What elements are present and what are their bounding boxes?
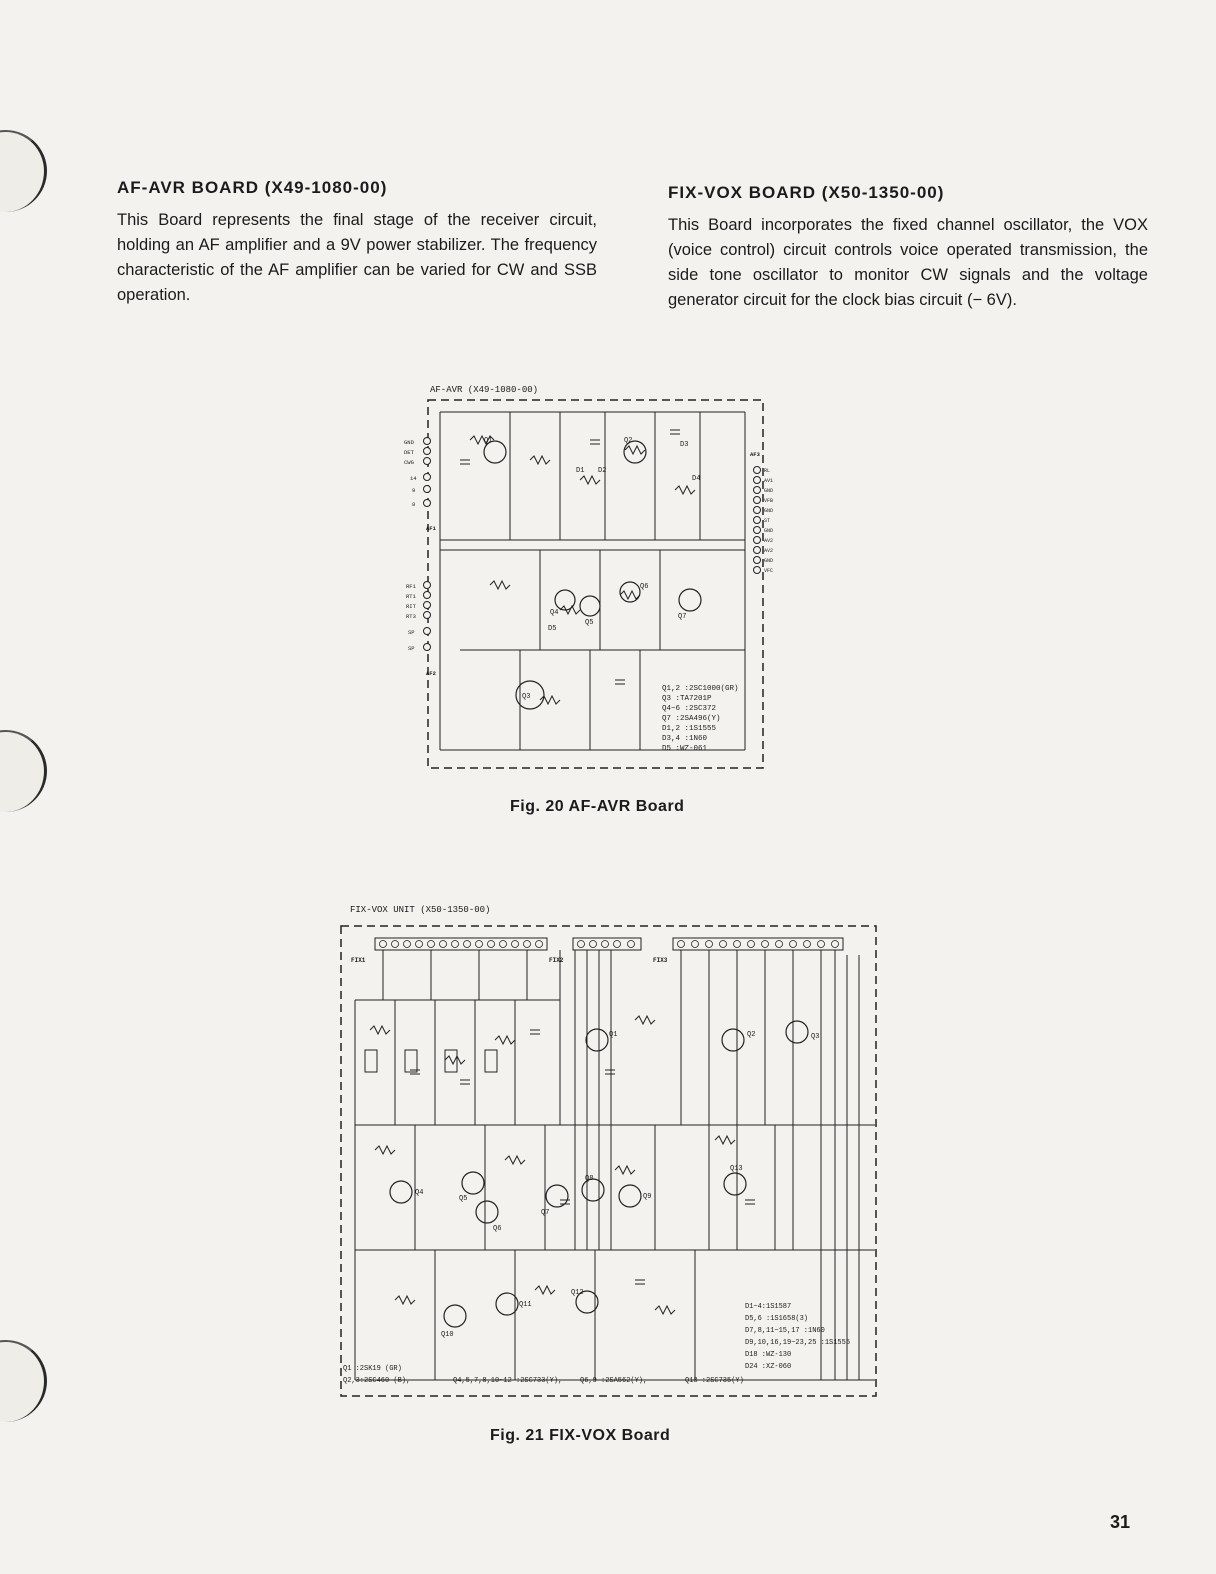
af-parts-4: Q7 :2SA496(Y) xyxy=(662,715,721,723)
af-d2-label: D2 xyxy=(598,467,607,475)
fv-q4-label: Q4 xyxy=(415,1189,424,1197)
af-pin-sp1: SP xyxy=(408,629,415,636)
af-pin-8: 8 xyxy=(412,501,416,508)
fv-q11-label: Q11 xyxy=(519,1301,532,1309)
fv-q2-label: Q2 xyxy=(747,1031,756,1039)
af-q5-label: Q5 xyxy=(585,619,594,627)
af-pin-gnd-r1: GND xyxy=(764,488,774,494)
fix-vox-section xyxy=(668,183,1148,313)
af-parts-7: D5 :WZ-061 xyxy=(662,745,708,753)
fv-bottom-3: Q4,5,7,8,10~12 :2SC733(Y), xyxy=(453,1377,563,1385)
af-pin-14: 14 xyxy=(410,475,417,482)
af-q1-label: Q1 xyxy=(484,437,493,445)
fv-q8-label: Q8 xyxy=(585,1175,594,1183)
af-pin-gnd: GND xyxy=(404,439,414,446)
fv-bottom-5: Q13 :2SC735(Y) xyxy=(685,1377,744,1385)
fv-parts-6: D24 :XZ-060 xyxy=(745,1363,792,1371)
af-parts-2: Q3 :TA7201P xyxy=(662,695,712,703)
af-pin-st: ST xyxy=(764,518,771,524)
af-pin-rf1: RF1 xyxy=(406,583,416,590)
punch-hole xyxy=(0,1340,47,1422)
fv-q3-label: Q3 xyxy=(811,1033,820,1041)
fix3-label: FIX3 xyxy=(653,957,668,964)
af-avr-title: AF-AVR (X49-1080-00) xyxy=(430,385,539,395)
af-pin-rl: RL xyxy=(764,468,771,474)
fv-parts-2: D5,6 :1S1658(3) xyxy=(745,1315,809,1323)
af-q7-label: Q7 xyxy=(678,613,687,621)
fv-q9-label: Q9 xyxy=(643,1193,652,1201)
af-parts-5: D1,2 :1S1555 xyxy=(662,725,717,733)
fv-parts-5: D18 :WZ-130 xyxy=(745,1351,792,1359)
af-pin-rt3: RT3 xyxy=(406,613,416,620)
fv-q13-label: Q13 xyxy=(730,1165,743,1173)
af-pin-cwg: CWG xyxy=(404,459,414,466)
fv-bottom-2: Q2,3:2SC460 (B), xyxy=(343,1377,411,1385)
af-pin-sp2: SP xyxy=(408,645,415,652)
af-pin-av1: AV1 xyxy=(764,478,774,484)
fix-vox-description: This Board incorporates the fixed channel oscillator, the VOX (voice control) circuit controls voice operated transmission, the side tone oscillator to monitor CW signals and the voltage generator circuit for the clock bias circuit (− 6V). xyxy=(668,216,1148,309)
af-q4-label: Q4 xyxy=(550,609,559,617)
fix2-label: FIX2 xyxy=(549,957,564,964)
punch-hole xyxy=(0,130,47,212)
af-pin-det: DET xyxy=(404,449,414,456)
af-pin-gnd-r2: GND xyxy=(764,508,774,514)
fv-q10-label: Q10 xyxy=(441,1331,454,1339)
fv-q1-label: Q1 xyxy=(609,1031,618,1039)
af-parts-6: D3,4 :1N60 xyxy=(662,735,708,743)
af-avr-heading: AF-AVR BOARD (X49-1080-00) xyxy=(117,178,388,197)
af-d4-label: D4 xyxy=(692,475,701,483)
af-conn-af1: AF1 xyxy=(426,525,436,532)
af-conn-af3: AF3 xyxy=(750,451,760,458)
punch-hole xyxy=(0,730,47,812)
af-pin-9: 9 xyxy=(412,487,416,494)
af-avr-description: This Board represents the final stage of the receiver circuit, holding an AF amplifier and a 9V power stabilizer. The frequency characteristic of the AF amplifier can be varied for CW and SSB operation. xyxy=(117,211,597,304)
af-q2-label: Q2 xyxy=(624,437,633,445)
fv-parts-3: D7,8,11~15,17 :1N60 xyxy=(745,1327,825,1335)
af-q6-label: Q6 xyxy=(640,583,649,591)
af-q3-label: Q3 xyxy=(522,693,531,701)
af-pin-rit: RIT xyxy=(406,603,416,610)
af-parts-3: Q4~6 :2SC372 xyxy=(662,705,717,713)
af-avr-section xyxy=(117,178,597,308)
fv-parts-4: D9,10,16,19~23,25 :1S1555 xyxy=(745,1339,851,1347)
af-conn-af2: AF2 xyxy=(426,670,436,677)
af-pin-vfb: VFB xyxy=(764,498,774,504)
fix-vox-title: FIX-VOX UNIT (X50-1350-00) xyxy=(350,905,491,915)
fix-vox-schematic xyxy=(335,900,885,1405)
af-pin-av2b: AV2 xyxy=(764,548,774,554)
fv-q7-label: Q7 xyxy=(541,1209,550,1217)
af-pin-gnd-r4: GND xyxy=(764,558,774,564)
fix-vox-heading: FIX-VOX BOARD (X50-1350-00) xyxy=(668,183,945,202)
af-d3-label: D3 xyxy=(680,441,689,449)
af-d5-label: D5 xyxy=(548,625,557,633)
af-parts-1: Q1,2 :2SC1000(GR) xyxy=(662,685,739,693)
fix1-label: FIX1 xyxy=(351,957,366,964)
af-pin-av2a: AV2 xyxy=(764,538,774,544)
af-d1-label: D1 xyxy=(576,467,585,475)
af-pin-gnd-r3: GND xyxy=(764,528,774,534)
af-avr-schematic xyxy=(400,380,780,775)
fv-bottom-1: Q1 :2SK19 (GR) xyxy=(343,1365,402,1373)
fv-bottom-4: Q6,9 :2SA562(Y), xyxy=(580,1377,648,1385)
fig20-caption: Fig. 20 AF-AVR Board xyxy=(510,798,685,815)
af-pin-rt1: RT1 xyxy=(406,593,416,600)
page-number: 31 xyxy=(1110,1512,1131,1532)
fv-q12-label: Q12 xyxy=(571,1289,584,1297)
af-pin-vfc: VFC xyxy=(764,568,774,574)
fig21-caption: Fig. 21 FIX-VOX Board xyxy=(490,1427,671,1444)
fv-parts-1: D1~4:1S1587 xyxy=(745,1303,792,1311)
fv-q6-label: Q6 xyxy=(493,1225,502,1233)
fv-q5-label: Q5 xyxy=(459,1195,468,1203)
